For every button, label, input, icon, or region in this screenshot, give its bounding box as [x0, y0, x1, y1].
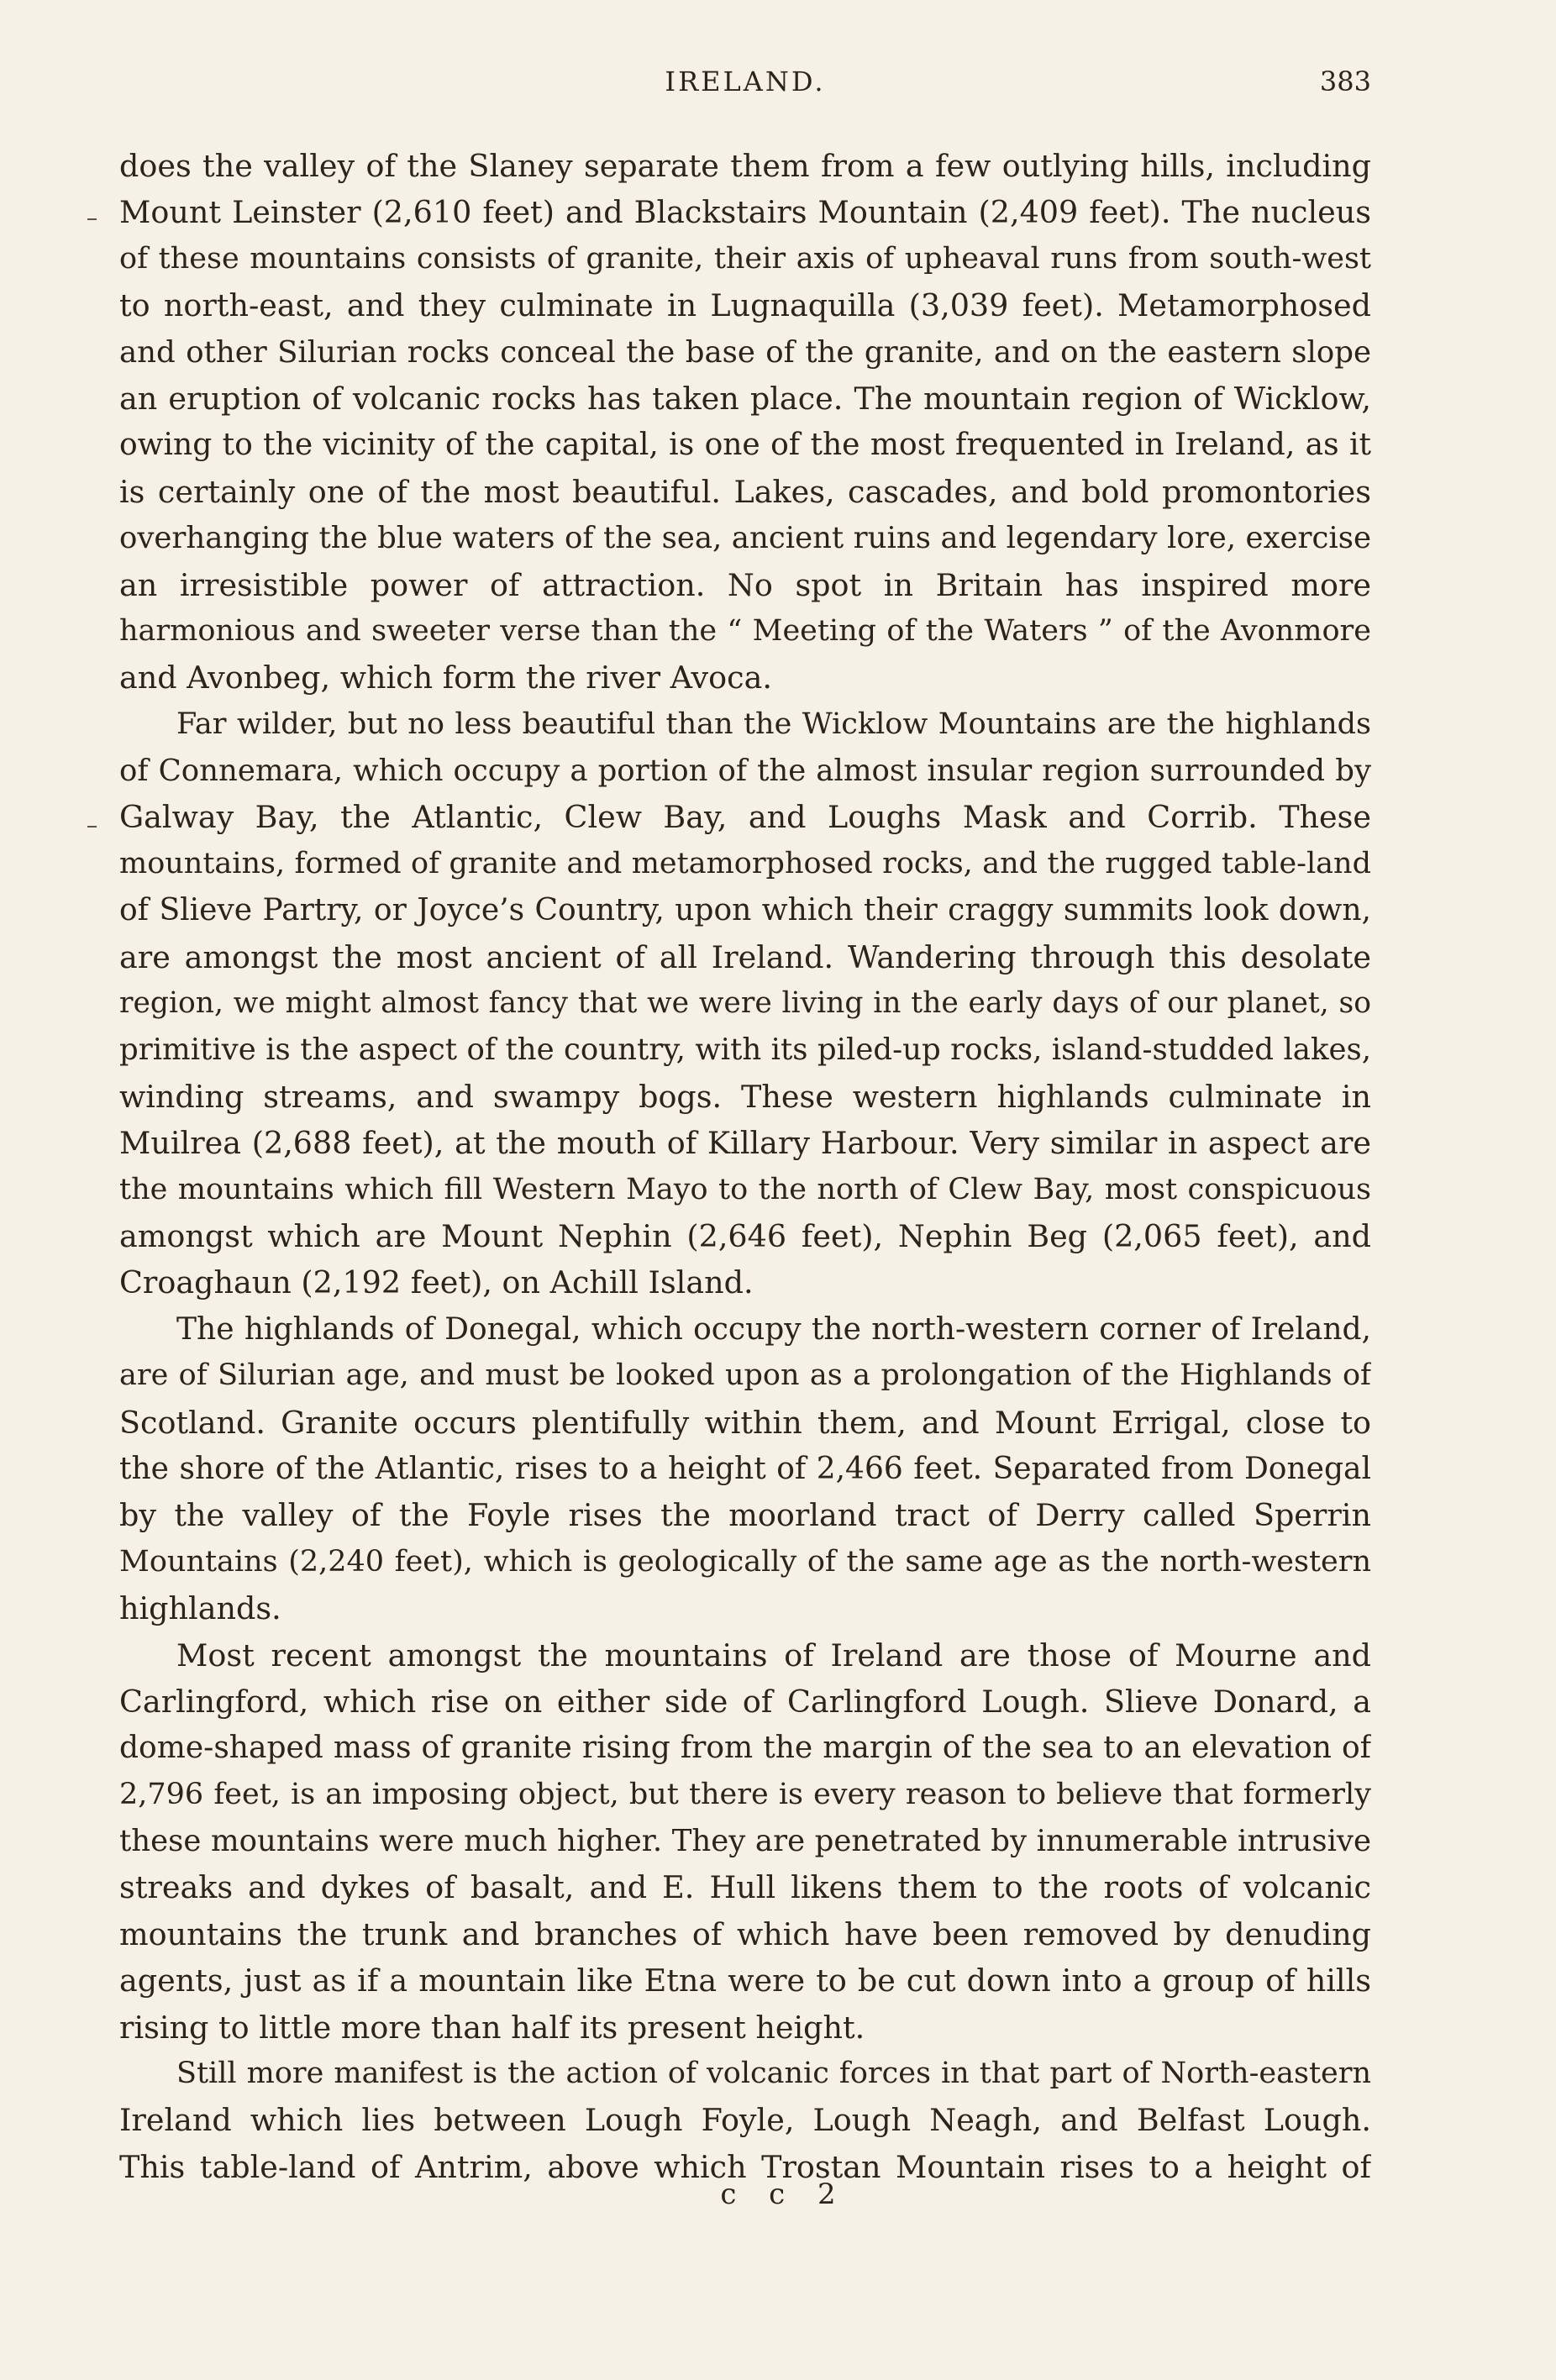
- text-line: the mountains which fill Western Mayo to the north of Clew Bay, most conspicuous: [119, 1172, 1371, 1206]
- text-line: and other Silurian rocks conceal the base of the granite, and on the eastern slope: [119, 334, 1371, 370]
- margin-mark: [87, 218, 97, 220]
- text-line: overhanging the blue waters of the sea, ancient ruins and legendary lore, exercise: [119, 521, 1371, 556]
- text-line: Galway Bay, the Atlantic, Clew Bay, and Loughs Mask and Corrib. These: [119, 799, 1371, 836]
- text-line: of Connemara, which occupy a portion of the almost insular region surrounded by: [119, 754, 1371, 789]
- signature-mark: c c 2: [720, 2178, 848, 2211]
- text-line: amongst which are Mount Nephin (2,646 feet), Nephin Beg (2,065 feet), and: [119, 1217, 1371, 1254]
- text-line: to north-east, and they culminate in Lugnaquilla (3,039 feet). Metamorphosed: [119, 287, 1371, 324]
- text-line: mountains, formed of granite and metamorphosed rocks, and the rugged table-land: [119, 846, 1371, 880]
- text-line: does the valley of the Slaney separate them from a few outlying hills, including: [119, 148, 1371, 184]
- text-line: owing to the vicinity of the capital, is one of the most frequented in Ireland, as it: [119, 428, 1371, 463]
- text-line: harmonious and sweeter verse than the “ Meeting of the Waters ” of the Avonmore: [119, 613, 1371, 648]
- text-line: winding streams, and swampy bogs. These western highlands culminate in: [119, 1078, 1371, 1115]
- text-line: agents, just as if a mountain like Etna were to be cut down into a group of hills: [119, 1962, 1371, 1999]
- text-line: 2,796 feet, is an imposing object, but there is every reason to believe that formerly: [119, 1777, 1371, 1811]
- text-line: by the valley of the Foyle rises the moorland tract of Derry called Sperrin: [119, 1497, 1371, 1534]
- page-number: 383: [1319, 66, 1371, 97]
- text-line: dome-shaped mass of granite rising from the margin of the sea to an elevation of: [119, 1731, 1371, 1766]
- text-line: Muilrea (2,688 feet), at the mouth of Killary Harbour. Very similar in aspect are: [119, 1125, 1371, 1162]
- text-line: This table-land of Antrim, above which Trostan Mountain rises to a height of: [119, 2148, 1371, 2185]
- paragraph-end-line: Croaghaun (2,192 feet), on Achill Island.: [119, 1264, 754, 1301]
- running-head: [119, 60, 1371, 102]
- text-line: mountains the trunk and branches of which have been removed by denuding: [119, 1915, 1371, 1952]
- running-title: IRELAND.: [665, 66, 826, 97]
- text-line: Ireland which lies between Lough Foyle, Lough Neagh, and Belfast Lough.: [119, 2102, 1371, 2139]
- text-line: an eruption of volcanic rocks has taken place. The mountain region of Wicklow,: [119, 380, 1371, 417]
- text-line: of these mountains consists of granite, their axis of upheaval runs from south-west: [119, 241, 1371, 276]
- text-line: Carlingford, which rise on either side of Carlingford Lough. Slieve Donard, a: [119, 1683, 1371, 1720]
- paragraph-start-line: Still more manifest is the action of volcanic forces in that part of North-eastern: [176, 2057, 1371, 2091]
- text-line: Mount Leinster (2,610 feet) and Blackstairs Mountain (2,409 feet). The nucleus: [119, 194, 1371, 231]
- paragraph-end-line: and Avonbeg, which form the river Avoca.: [119, 659, 772, 696]
- text-line: are of Silurian age, and must be looked upon as a prolongation of the Highlands of: [119, 1358, 1371, 1393]
- paragraph-start-line: Most recent amongst the mountains of Ireland are those of Mourne and: [176, 1637, 1371, 1673]
- text-line: Scotland. Granite occurs plentifully within them, and Mount Errigal, close to: [119, 1404, 1371, 1441]
- margin-mark: [87, 826, 97, 827]
- text-line: are amongst the most ancient of all Ireland. Wandering through this desolate: [119, 938, 1371, 975]
- text-line: Mountains (2,240 feet), which is geologically of the same age as the north-western: [119, 1544, 1371, 1579]
- text-line: the shore of the Atlantic, rises to a height of 2,466 feet. Separated from Donegal: [119, 1451, 1371, 1486]
- text-line: of Slieve Partry, or Joyce’s Country, upon which their craggy summits look down,: [119, 893, 1371, 928]
- paragraph-end-line: highlands.: [119, 1590, 281, 1627]
- body-text: [119, 143, 1371, 2190]
- paragraph-end-line: rising to little more than half its present height.: [119, 2009, 865, 2046]
- text-line: primitive is the aspect of the country, with its piled-up rocks, island-studded lakes,: [119, 1032, 1371, 1068]
- text-line: is certainly one of the most beautiful. Lakes, cascades, and bold promontories: [119, 473, 1371, 510]
- text-line: streaks and dykes of basalt, and E. Hull likens them to the roots of volcanic: [119, 1869, 1371, 1906]
- text-line: region, we might almost fancy that we were living in the early days of our planet, so: [119, 986, 1371, 1021]
- paragraph-start-line: The highlands of Donegal, which occupy the north-western corner of Ireland,: [176, 1311, 1371, 1347]
- paragraph-start-line: Far wilder, but no less beautiful than the Wicklow Mountains are the highlands: [176, 707, 1371, 741]
- text-line: these mountains were much higher. They are penetrated by innumerable intrusive: [119, 1824, 1371, 1859]
- text-line: an irresistible power of attraction. No spot in Britain has inspired more: [119, 566, 1371, 603]
